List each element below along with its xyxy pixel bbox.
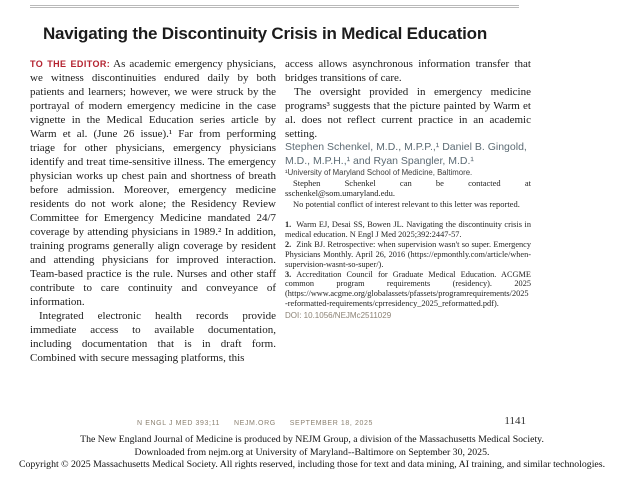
issue-date: SEPTEMBER 18, 2025 [289, 420, 373, 427]
running-footer [20, 420, 490, 427]
letter-paragraph-3: The oversight provided in emergency medicine programs³ suggests that the picture painted by Warm et al. does not reflect current practice in an academic setting. [285, 86, 531, 140]
reference-item [285, 240, 531, 270]
affiliation-line: ¹University of Maryland School of Medicine, Baltimore. [285, 168, 473, 177]
left-column [30, 57, 276, 365]
letter-paragraph-1-text: As academic emergency physicians, we witness discontinuities endured daily by both patients and learners; however, we were struck by the portrayal of modern emergency medicine in the case vignette in the Medical Education series article by Warm et al. (June 26 issue).¹ Far from performing triage for other physicians, emergency physicians identify and treat time-sensitive illness. The emergency physician works up chest pain and shortness of breath before admission. Moreover, emergency medicine residents do not work alone; the Residency Review Committee for Emergency Medicine mandated 24/7 coverage by attending physicians in 1989.² In addition, training programs generally align coverage by resident and attending physicians for improved interaction. Team-based practice is the rule. Nurses and other staff contribute to care continuity and conveyance of information. [30, 58, 276, 308]
reference-number: 3. [285, 269, 292, 279]
letter-body [30, 57, 531, 365]
journal-website: NEJM.ORG [234, 420, 276, 427]
reference-text: Accreditation Council for Graduate Medical Education. ACGME common program requirements (residency). 2025 (https://www.acgme.org/globalassets/pfassets/programrequirements/2025-reformatted-requirements/cprresidency_2025_reformatted.pdf). [285, 269, 531, 309]
article-title: Navigating the Discontinuity Crisis in Medical Education [42, 24, 488, 43]
footer-produced-line: The New England Journal of Medicine is produced by NEJM Group, a division of the Massachusetts Medical Society. [80, 434, 544, 445]
disclosure-note: No potential conflict of interest relevant to this letter was reported. [293, 198, 520, 209]
reference-number: 2. [285, 239, 292, 249]
contact-note: Stephen Schenkel can be contacted at sschenkel@som.umaryland.edu. [285, 177, 531, 198]
reference-item [285, 270, 531, 310]
reference-list [285, 220, 531, 309]
reference-text: Warm EJ, Desai SS, Bowen JL. Navigating the discontinuity crisis in medical education. N Engl J Med 2025;392:2447-57. [285, 220, 531, 239]
letter-paragraph-1 [30, 57, 276, 309]
footer-downloaded-line: Downloaded from nejm.org at University of Maryland--Baltimore on September 30, 2025. [134, 446, 490, 458]
authors-line: Stephen Schenkel, M.D., M.P.P.,¹ Daniel B. Gingold, M.D., M.P.H.,¹ and Ryan Spangler, M.D.¹ [285, 141, 527, 167]
header-double-rule [30, 5, 519, 8]
page-number: 1141 [504, 415, 526, 427]
doi-line: DOI: 10.1056/NEJMc2511029 [285, 311, 392, 321]
reference-text: Zink BJ. Retrospective: when supervision wasn't so super. Emergency Physicians Monthly. April 26, 2016 (https://epmonthly.com/article/when-supervision-wasnt-so-super/). [285, 239, 531, 269]
to-the-editor-label: TO THE EDITOR: [30, 59, 111, 69]
journal-citation: N ENGL J MED 393;11 [137, 420, 221, 427]
provenance-footer [0, 434, 624, 472]
letter-paragraph-2: Integrated electronic health records provide immediate access to available documentation, including documentation that is in draft form. Combined with secure messaging platforms, this [30, 310, 276, 364]
right-column [285, 57, 531, 365]
reference-number: 1. [285, 220, 292, 229]
letter-paragraph-2-continued: access allows asynchronous information transfer that bridges transitions of care. [285, 58, 531, 84]
reference-item [285, 220, 531, 240]
footer-copyright-line: Copyright © 2025 Massachusetts Medical Society. All rights reserved, including those for text and data mining, AI training, and similar technologies. [18, 459, 606, 471]
